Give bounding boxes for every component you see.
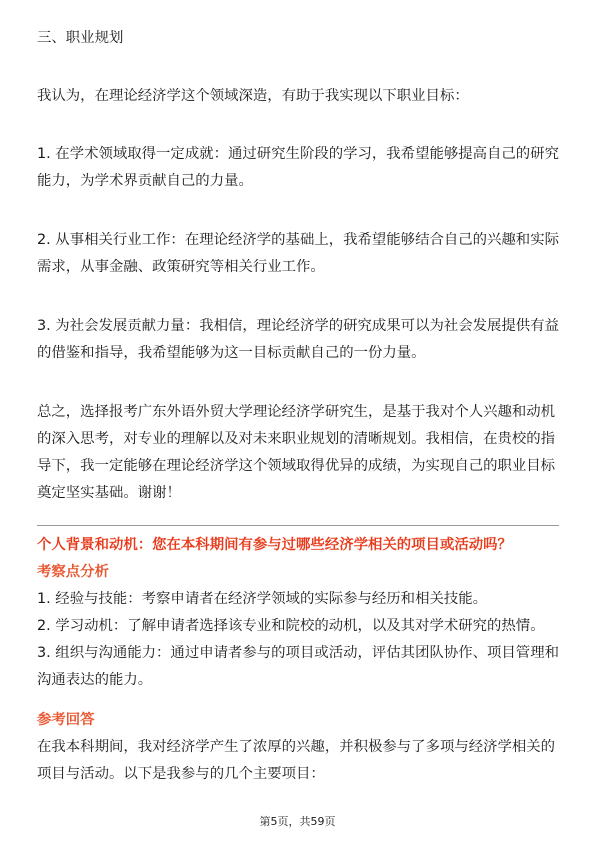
goal-2-line-1: 2. 从事相关行业工作：在理论经济学的基础上，我希望能够结合自己的兴趣和实际 <box>37 232 559 248</box>
analysis-item-1: 1. 经验与技能：考察申请者在经济学领域的实际参与经历和相关技能。 <box>37 591 488 607</box>
answer-line-2: 项目与活动。以下是我参与的几个主要项目： <box>37 766 325 782</box>
section-title: 三、职业规划 <box>37 30 124 46</box>
analysis-item-3-line-1: 3. 组织与沟通能力：通过申请者参与的项目或活动，评估其团队协作、项目管理和 <box>37 645 559 661</box>
analysis-item-3-line-2: 沟通表达的能力。 <box>37 672 153 688</box>
summary-line-1: 总之，选择报考广东外语外贸大学理论经济学研究生，是基于我对个人兴趣和动机 <box>37 404 556 420</box>
analysis-item-3 <box>37 640 561 694</box>
intro-paragraph: 我认为，在理论经济学这个领域深造，有助于我实现以下职业目标： <box>37 88 469 104</box>
page-number-footer: 第5页，共59页 <box>259 815 336 828</box>
summary-line-2: 的深入思考，对专业的理解以及对未来职业规划的清晰规划。我相信，在贵校的指 <box>37 431 556 447</box>
answer-heading: 参考回答 <box>37 712 95 728</box>
answer-line-1: 在我本科期间，我对经济学产生了浓厚的兴趣，并积极参与了多项与经济学相关的 <box>37 739 556 755</box>
summary-paragraph <box>37 399 561 507</box>
goal-1-line-1: 1. 在学术领域取得一定成就：通过研究生阶段的学习，我希望能够提高自己的研究 <box>37 146 559 162</box>
section-divider <box>37 525 559 526</box>
goal-3-line-1: 3. 为社会发展贡献力量：我相信，理论经济学的研究成果可以为社会发展提供有益 <box>37 318 559 334</box>
answer-paragraph <box>37 734 561 788</box>
analysis-item-2: 2. 学习动机：了解申请者选择该专业和院校的动机，以及其对学术研究的热情。 <box>37 618 545 634</box>
analysis-heading: 考察点分析 <box>37 564 109 580</box>
goal-1-line-2: 能力，为学术界贡献自己的力量。 <box>37 173 253 189</box>
goal-item-1 <box>37 141 561 195</box>
goal-item-3 <box>37 313 561 367</box>
interview-question: 个人背景和动机：您在本科期间有参与过哪些经济学相关的项目或活动吗？ <box>37 537 512 553</box>
summary-line-4: 奠定坚实基础。谢谢！ <box>37 485 181 501</box>
summary-line-3: 导下，我一定能够在理论经济学这个领域取得优异的成绩，为实现自己的职业目标 <box>37 458 556 474</box>
goal-item-2 <box>37 227 561 281</box>
goal-3-line-2: 的借鉴和指导，我希望能够为这一目标贡献自己的一份力量。 <box>37 345 426 361</box>
goal-2-line-2: 需求，从事金融、政策研究等相关行业工作。 <box>37 259 325 275</box>
